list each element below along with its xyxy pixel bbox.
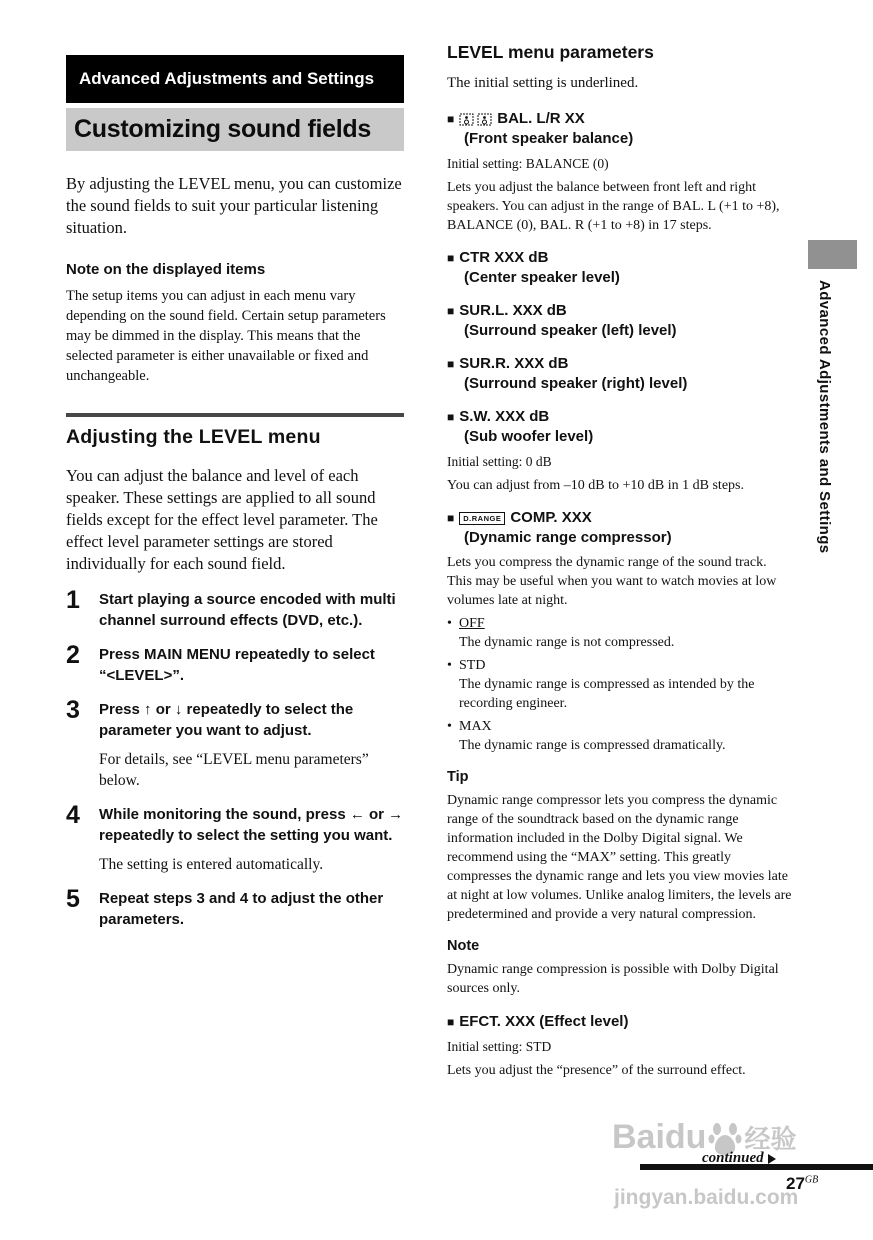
continued-arrow-icon [768,1154,776,1164]
front-speaker-right-icon [477,113,492,126]
step-5-instruction: Repeat steps 3 and 4 to adjust the other parameters. [99,890,384,928]
param-sur-r [447,354,793,394]
bullet-icon: • [447,616,452,631]
square-bullet-icon: ■ [447,511,455,525]
right-column [447,42,793,1093]
option-max-label: MAX [459,719,492,734]
page-title [66,108,404,151]
param-sur-l-title: SUR.L. XXX dB [459,302,567,319]
step-1-number: 1 [66,586,80,614]
square-bullet-icon: ■ [447,1015,455,1029]
step-4-detail: The setting is entered automatically. [99,856,324,873]
square-bullet-icon: ■ [447,357,455,371]
note-displayed-items-body: The setup items you can adjust in each menu vary depending on the sound field. Certain setup parameters may be dimmed in the display. This means that the selected parameter is either unavailable or fixed and unchangeable. [66,288,386,384]
param-sw-initial: Initial setting: 0 dB [447,454,552,469]
step-4-number: 4 [66,801,80,829]
param-sur-l-subtitle: (Surround speaker (left) level) [464,322,677,339]
bullet-icon: • [447,719,452,734]
step-4-instruction: While monitoring the sound, press ← or → repeatedly to select the setting you want. [99,806,404,844]
step-list [66,586,404,930]
param-bal-lr-title: BAL. L/R XX [497,110,585,127]
param-sur-l [447,301,793,341]
continued-marker [702,1150,776,1167]
param-comp-title: COMP. XXX [510,509,592,526]
param-efct-title: EFCT. XXX (Effect level) [459,1013,629,1030]
option-std-desc: The dynamic range is compressed as intended by the recording engineer. [459,677,755,711]
option-off-label: OFF [459,616,485,631]
continued-label: continued [702,1150,764,1166]
watermark-brand-text: Baidu [612,1118,707,1156]
step-4 [66,801,404,875]
param-sw-subtitle: (Sub woofer level) [464,428,594,445]
step-1 [66,586,404,631]
param-bal-lr-body: Lets you adjust the balance between front left and right speakers. You can adjust in the range of BAL. L (+1 to +8), BALANCE (0), BAL. R (+1 to +8) in 17 steps. [447,180,780,233]
option-std [447,656,793,713]
left-column [66,55,404,943]
param-sur-r-subtitle: (Surround speaker (right) level) [464,375,688,392]
option-max [447,717,793,755]
level-menu-parameters-heading: LEVEL menu parameters [447,42,654,62]
square-bullet-icon: ■ [447,251,455,265]
tip-heading: Tip [447,769,469,785]
square-bullet-icon: ■ [447,304,455,318]
step-5-number: 5 [66,885,80,913]
param-sw [447,407,793,495]
step-3 [66,696,404,791]
step-2 [66,641,404,686]
chapter-banner [66,55,404,103]
step-5 [66,885,404,930]
bullet-icon: • [447,658,452,673]
watermark-url: jingyan.baidu.com [614,1186,799,1209]
chapter-banner-label: Advanced Adjustments and Settings [79,69,375,88]
chapter-sidebar-label: Advanced Adjustments and Settings [816,280,833,554]
page-number-value: 27 [786,1174,805,1193]
note-body: Dynamic range compression is possible with Dolby Digital sources only. [447,962,779,996]
param-ctr-title: CTR XXX dB [459,249,549,266]
square-bullet-icon: ■ [447,112,455,126]
level-menu-parameters-intro: The initial setting is underlined. [447,75,639,91]
step-3-instruction: Press ↑ or ↓ repeatedly to select the parameter you want to adjust. [99,701,354,739]
option-off-desc: The dynamic range is not compressed. [459,635,675,650]
param-sur-r-title: SUR.R. XXX dB [459,355,569,372]
param-efct [447,1012,793,1080]
param-efct-body: Lets you adjust the “presence” of the surround effect. [447,1063,746,1078]
param-bal-lr-subtitle: (Front speaker balance) [464,130,634,147]
intro-paragraph: By adjusting the LEVEL menu, you can customize the sound fields to suit your particular listening situation. [66,174,402,237]
step-3-detail: For details, see “LEVEL menu parameters” below. [99,751,369,789]
param-comp-body: Lets you compress the dynamic range of the sound track. This may be useful when you want to watch movies at low volumes late at night. [447,555,777,608]
step-3-number: 3 [66,696,80,724]
option-std-label: STD [459,658,486,673]
step-2-number: 2 [66,641,80,669]
param-sw-body: You can adjust from –10 dB to +10 dB in 1 dB steps. [447,478,744,493]
tip-body: Dynamic range compressor lets you compress the dynamic range of the soundtrack based on the dynamic range information included in the Dolby Digital signal. We recommend using the “MAX” setting. This greatly compresses the dynamic range and lets you view movies late at night at low volumes. Unlike analog limiters, the levels are predetermined and provide a very natural compression. [447,793,792,922]
square-bullet-icon: ■ [447,410,455,424]
param-bal-lr [447,109,793,235]
step-2-instruction: Press MAIN MENU repeatedly to select “<LEVEL>”. [99,646,375,684]
step-1-instruction: Start playing a source encoded with multi channel surround effects (DVD, etc.). [99,591,396,629]
param-ctr-subtitle: (Center speaker level) [464,269,620,286]
parameter-list [447,109,793,1080]
param-comp [447,508,793,755]
note-displayed-items-heading: Note on the displayed items [66,261,266,278]
watermark-cn-text: 经验 [744,1124,797,1154]
adjusting-level-menu-intro: You can adjust the balance and level of each speaker. These settings are applied to all sound fields except for the effect level parameter. The effect level parameter settings are stored individually for each sound field. [66,466,378,573]
param-sw-title: S.W. XXX dB [459,408,550,425]
param-ctr [447,248,793,288]
section-divider [66,413,404,417]
chapter-tab [808,240,857,269]
adjusting-level-menu-heading: Adjusting the LEVEL menu [66,426,321,448]
param-bal-lr-initial: Initial setting: BALANCE (0) [447,156,609,171]
page-number-suffix: GB [804,1174,819,1186]
param-comp-subtitle: (Dynamic range compressor) [464,529,672,546]
option-max-desc: The dynamic range is compressed dramatically. [459,738,726,753]
d-range-indicator-icon: D.RANGE [459,512,505,525]
page-title-label: Customizing sound fields [74,115,371,143]
front-speakers-icon [459,113,492,126]
note-heading: Note [447,938,480,954]
front-speaker-left-icon [459,113,474,126]
param-efct-initial: Initial setting: STD [447,1039,552,1054]
page-number [786,1174,818,1194]
option-off [447,614,793,652]
